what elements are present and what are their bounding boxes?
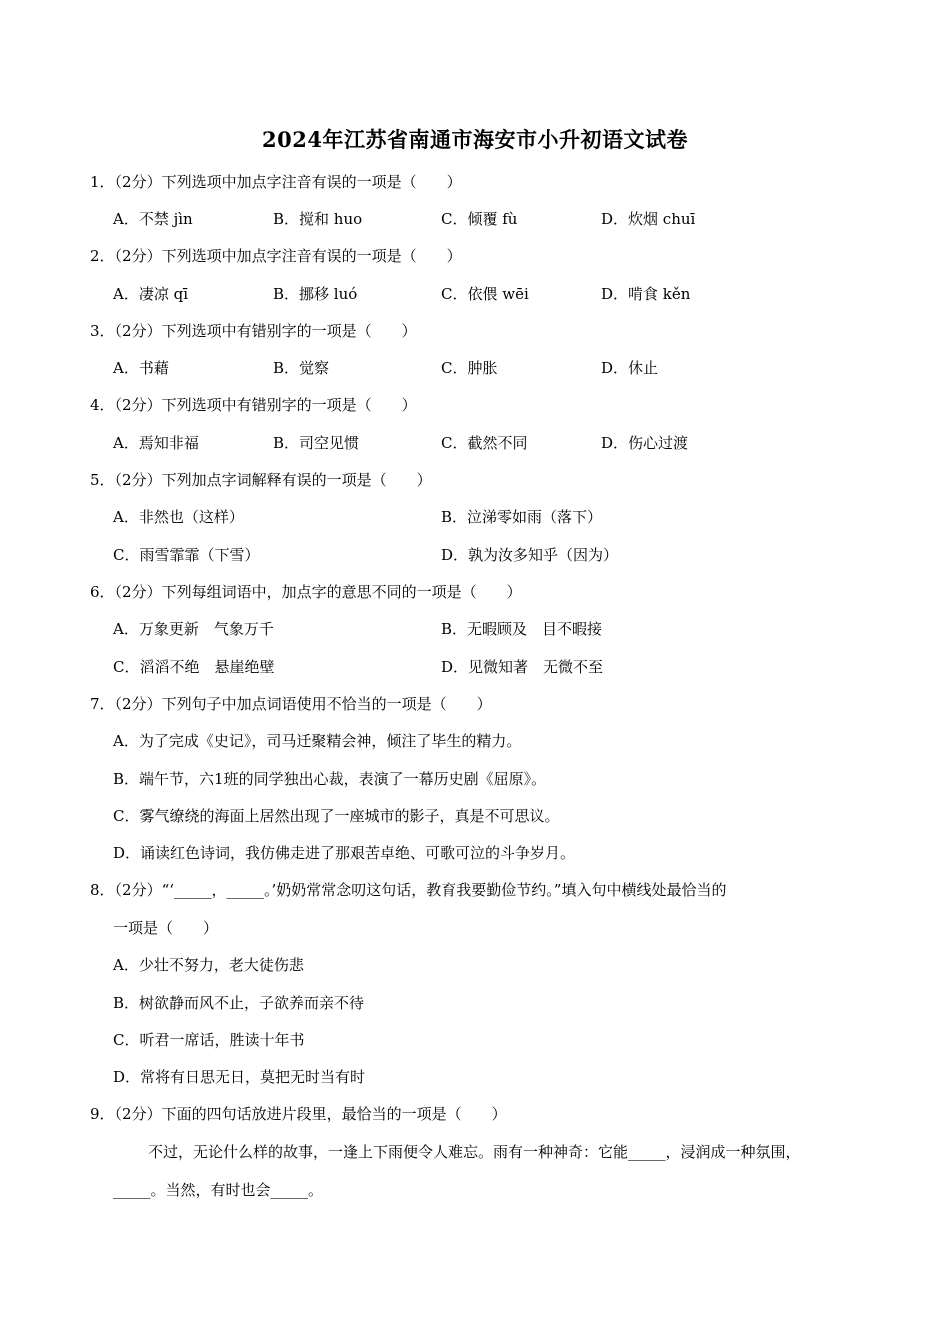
- question-4-stem: 4．（2分）下列选项中有错别字的一项是（ ）: [90, 396, 417, 414]
- question-2-option-a: A．凄凉 qī: [113, 285, 189, 303]
- question-6-option-c: C．滔滔不绝 悬崖绝壁: [113, 658, 275, 676]
- question-9-passage-line-2: _____。当然，有时也会_____。: [113, 1181, 324, 1199]
- question-2-stem: 2．（2分）下列选项中加点字注音有误的一项是（ ）: [90, 247, 462, 265]
- question-5-stem: 5．（2分）下列加点字词解释有误的一项是（ ）: [90, 471, 432, 489]
- question-8-stem-continued: 一项是（ ）: [113, 919, 219, 937]
- question-4-option-d: D．伤心过渡: [601, 434, 689, 452]
- question-3-option-d: D．休止: [601, 359, 659, 377]
- question-7-option-d: D．诵读红色诗词，我仿佛走进了那艰苦卓绝、可歌可泣的斗争岁月。: [113, 844, 576, 862]
- question-7-option-a: A．为了完成《史记》，司马迁聚精会神，倾注了毕生的精力。: [113, 732, 522, 750]
- question-3-option-b: B．觉察: [273, 359, 330, 377]
- question-7-option-c: C．雾气缭绕的海面上居然出现了一座城市的影子，真是不可思议。: [113, 807, 560, 825]
- question-9-passage-line-1: 不过，无论什么样的故事，一逢上下雨便令人难忘。雨有一种神奇：它能_____，浸润成一种氛围，: [148, 1143, 801, 1161]
- question-9-stem: 9．（2分）下面的四句话放进片段里，最恰当的一项是（ ）: [90, 1105, 507, 1123]
- question-6-option-a: A．万象更新 气象万千: [113, 620, 274, 638]
- question-5-option-a: A．非然也（这样）: [113, 508, 244, 526]
- question-6-option-b: B．无暇顾及 目不暇接: [441, 620, 603, 638]
- question-1-option-b: B．搅和 huo: [273, 210, 363, 228]
- question-6-stem: 6．（2分）下列每组词语中，加点字的意思不同的一项是（ ）: [90, 583, 522, 601]
- question-3-option-c: C．肿胀: [441, 359, 498, 377]
- question-7-stem: 7．（2分）下列句子中加点词语使用不恰当的一项是（ ）: [90, 695, 492, 713]
- question-1-option-d: D．炊烟 chuī: [601, 210, 696, 228]
- question-5-option-d: D．孰为汝多知乎（因为）: [441, 546, 619, 564]
- question-1-option-c: C．倾覆 fù: [441, 210, 518, 228]
- question-7-option-b: B．端午节，六1班的同学独出心裁，表演了一幕历史剧《屈原》。: [113, 770, 547, 788]
- question-2-option-c: C．依偎 wēi: [441, 285, 529, 303]
- question-6-option-d: D．见微知著 无微不至: [441, 658, 604, 676]
- question-5-option-c: C．雨雪霏霏（下雪）: [113, 546, 260, 564]
- question-4-option-b: B．司空见惯: [273, 434, 360, 452]
- question-8-option-c: C．听君一席话，胜读十年书: [113, 1031, 305, 1049]
- question-1-stem: 1．（2分）下列选项中加点字注音有误的一项是（ ）: [90, 173, 462, 191]
- question-8-option-d: D．常将有日思无日，莫把无时当有时: [113, 1068, 366, 1086]
- page-title: 2024年江苏省南通市海安市小升初语文试卷: [262, 127, 688, 152]
- question-5-option-b: B．泣涕零如雨（落下）: [441, 508, 603, 526]
- question-4-option-a: A．焉知非福: [113, 434, 199, 452]
- question-2-option-b: B．挪移 luó: [273, 285, 358, 303]
- question-8-stem: 8．（2分）“‘_____，_____。’奶奶常常念叨这句话，教育我要勤俭节约。”填入句中横线处最恰当的: [90, 881, 727, 899]
- question-2-option-d: D．啃食 kěn: [601, 285, 691, 303]
- question-3-option-a: A．书藉: [113, 359, 169, 377]
- question-8-option-b: B．树欲静而风不止，子欲养而亲不待: [113, 994, 365, 1012]
- question-4-option-c: C．截然不同: [441, 434, 528, 452]
- question-8-option-a: A．少壮不努力，老大徒伤悲: [113, 956, 304, 974]
- question-3-stem: 3．（2分）下列选项中有错别字的一项是（ ）: [90, 322, 417, 340]
- question-1-option-a: A．不禁 jìn: [113, 210, 193, 228]
